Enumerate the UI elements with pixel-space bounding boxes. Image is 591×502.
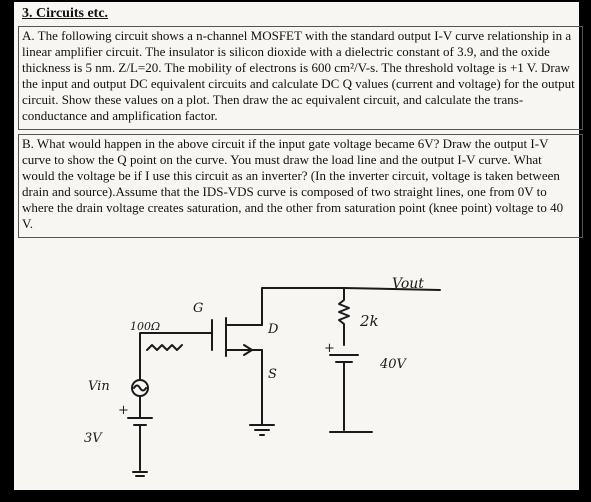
source-label: S [268,367,277,382]
supply-plus-sign: + [324,341,335,356]
gate-resistor-label: 100Ω [130,320,161,333]
gate-label: G [193,301,204,316]
drain-label: D [268,322,279,337]
input-signal-label: Vin [88,379,110,394]
vout-label: Vout [392,276,424,292]
bias-plus-sign: + [118,403,129,418]
bias-voltage-label: 3V [84,431,102,446]
supply-voltage-label: 40V [380,357,406,372]
drain-resistor-label: 2k [360,312,379,330]
part-b-text: B. What would happen in the above circuit if the input gate voltage became 6V? Draw the output I-V curve to show the Q point on the curve. You must draw the load line and the output I-V curve. What would the voltage be if I use this circuit as an inverter? (In the inverter circuit, voltage is taken between drain and source).Assume that the IDS-VDS curve is composed of two straight lines, one from 0V to where the drain voltage creates saturation, and the other from saturation point (knee point) voltage to 40 V. [22,136,564,231]
section-title: 3. Circuits etc. [22,6,109,21]
part-a-text: A. The following circuit shows a n-channel MOSFET with the standard output I-V curve relationship in a linear amplifier circuit. The insulator is silicon dioxide with a dielectric constant of 3.9, and the oxide thickness is 5 nm. Z/L=20. The mobility of electrons is 600 cm²/V-s. The threshold voltage is +1 V. Draw the input and output DC equivalent circuits and calculate DC Q values (current and voltage) for the output circuit. Show these values on a plot. Then draw the ac equivalent circuit, and calculate the trans-conductance and amplification factor. [22,28,575,123]
